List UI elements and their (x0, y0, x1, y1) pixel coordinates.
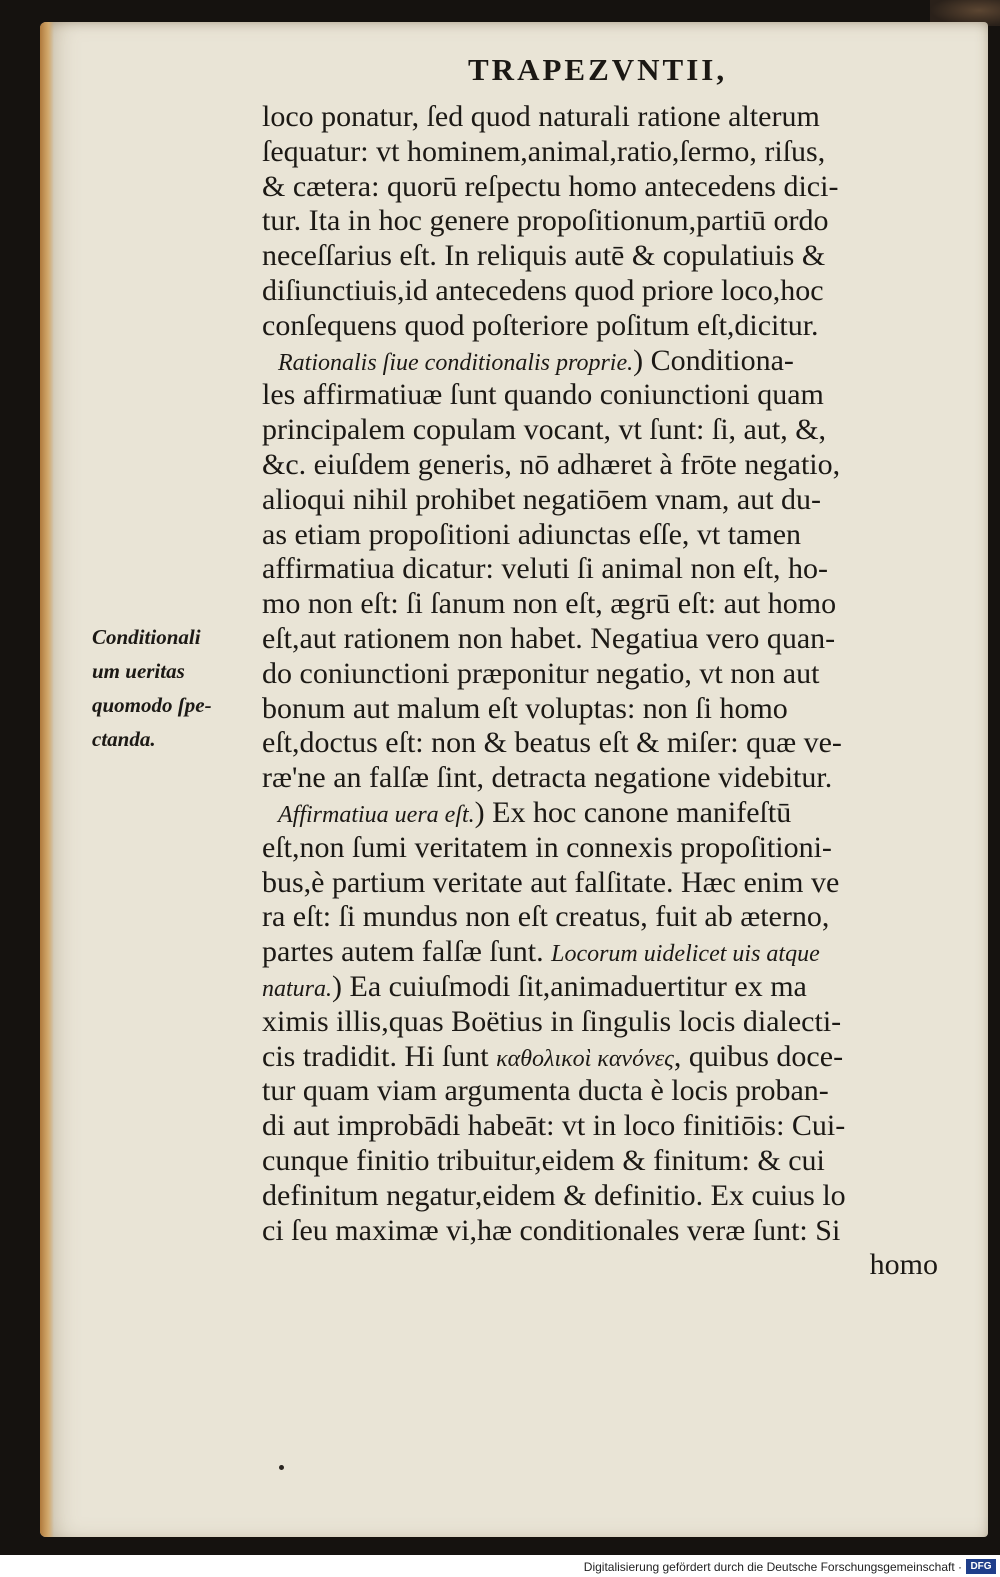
text-line: loco ponatur, ſed quod naturali ratione alterum (262, 100, 820, 133)
catchword: homo (869, 1248, 938, 1282)
lemma-affirmatiua: Affirmatiua uera eſt. (278, 801, 475, 828)
marginal-note-line: um ueritas (92, 659, 185, 683)
text-line: do coniunctioni præponitur negatio, vt non aut (262, 656, 820, 690)
lemma-rationalis: Rationalis ſiue conditionalis proprie. (278, 349, 634, 376)
marginal-note-line: quomodo ſpe- (92, 693, 212, 717)
text-line: tur. Ita in hoc genere propoſitionum,partiū ordo (262, 204, 829, 238)
text-line: bus,è partium veritate aut falſitate. Hæc enim ve (262, 865, 840, 899)
text-line: eſt,doctus eſt: non & beatus eſt & miſer: quæ ve- (262, 726, 842, 760)
text-line: conſequens quod poſteriore poſitum eſt,dicitur. (262, 308, 819, 342)
greek-phrase: καθολικοὶ κανόνες (496, 1045, 674, 1072)
text-span: partes autem falſæ ſunt. (262, 935, 544, 969)
text-line (262, 796, 938, 831)
text-line: principalem copulam vocant, vt ſunt: ſi, aut, &, (262, 413, 827, 447)
text-span: cis tradidit. Hi ſunt (262, 1039, 489, 1073)
text-line: definitum negatur,eidem & definitio. Ex cuius lo (262, 1178, 846, 1212)
dfg-logo[interactable]: DFG (966, 1559, 996, 1574)
text-line: mo non eſt: ſi ſanum non eſt, ægrū eſt: aut homo (262, 587, 837, 621)
text-line: cunque finitio tribuitur,eidem & finitum: & cui (262, 1143, 825, 1177)
text-line: ximis illis,quas Boëtius in ſingulis locis dialecti- (262, 1004, 842, 1038)
text-line: neceſſarius eſt. In reliquis autē & copulatiuis & (262, 239, 826, 273)
text-line: ci ſeu maximæ vi,hæ conditionales veræ ſunt: Si (262, 1213, 841, 1247)
text-line: eſt,aut rationem non habet. Negatiua vero quan- (262, 621, 836, 655)
lemma-locorum: Locorum uidelicet uis atque (551, 941, 820, 968)
page-gutter-edge (40, 22, 54, 1537)
text-line: ræ'ne an falſæ ſint, detracta negatione videbitur. (262, 761, 833, 795)
text-line: bonum aut malum eſt voluptas: non ſi homo (262, 691, 788, 725)
funding-notice: Digitalisierung gefördert durch die Deutsche Forschungsgemeinschaft · (583, 1560, 962, 1574)
text-span: , quibus doce- (673, 1039, 844, 1073)
text-span: ) Ea cuiuſmodi ſit,animaduertitur ex ma (332, 969, 807, 1003)
text-line: diſiunctiuis,id antecedens quod priore loco,hoc (262, 273, 824, 307)
text-line (262, 344, 938, 379)
text-span: ) Ex hoc canone manifeſtū (474, 795, 792, 829)
text-line: as etiam propoſitioni adiunctas eſſe, vt tamen (262, 517, 802, 551)
text-line: alioqui nihil prohibet negatiōem vnam, aut du- (262, 482, 822, 516)
text-line: affirmatiua dicatur: veluti ſi animal non eſt, ho- (262, 552, 828, 586)
text-line (262, 970, 938, 1005)
marginal-note-line: ctanda. (92, 727, 156, 751)
text-line: tur quam viam argumenta ducta è locis proban- (262, 1074, 829, 1108)
text-line: eſt,non ſumi veritatem in connexis propoſitioni- (262, 830, 832, 864)
text-line: les affirmatiuæ ſunt quando coniunctioni quam (262, 378, 824, 412)
text-line (262, 935, 938, 970)
running-head: TRAPEZVNTII, (468, 52, 728, 87)
text-line: & cætera: quorū reſpectu homo antecedens dici- (262, 169, 839, 203)
text-line: ra eſt: ſi mundus non eſt creatus, fuit ab æterno, (262, 900, 830, 934)
lemma-natura: natura. (262, 975, 333, 1002)
marginal-note-line: Conditionali (92, 625, 201, 649)
marginal-note (92, 620, 257, 756)
text-line (262, 1040, 938, 1075)
text-line: ſequatur: vt hominem,animal,ratio,ſermo, riſus, (262, 134, 826, 168)
digitization-footer (0, 1555, 1000, 1577)
text-span: ) Conditiona- (633, 343, 794, 377)
text-line: di aut improbādi habeāt: vt in loco finitiōis: Cui- (262, 1109, 846, 1143)
text-line: &c. eiuſdem generis, nō adhæret à frōte negatio, (262, 447, 841, 481)
main-text-block (262, 100, 938, 1283)
ink-dot (279, 1465, 284, 1470)
